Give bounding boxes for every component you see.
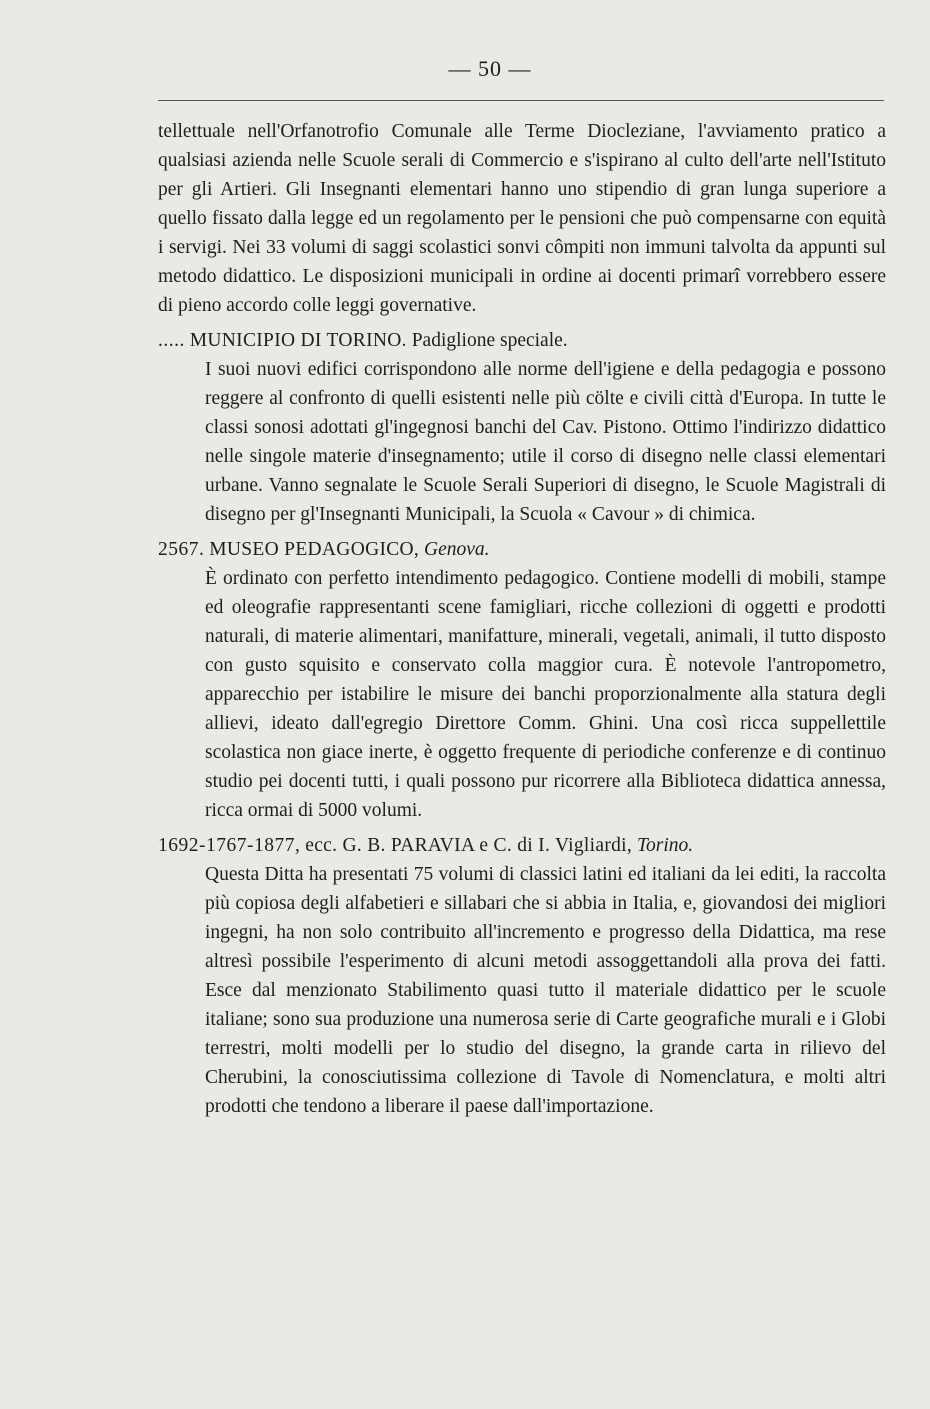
entry-place: Genova.: [423, 539, 490, 560]
entry-torino: [158, 326, 886, 529]
intro-paragraph: tellettuale nell'Orfanotrofio Comunale alle Terme Diocleziane, l'avviamento pratico a qualsiasi azienda nelle Scuole serali di Commercio e s'ispirano al culto dell'arte nell'Istituto per gli Artieri. Gli Insegnanti elementari hanno uno stipendio di gran lunga superiore a quello fissato dalla legge ed un regolamento per le pensioni che può compensarne con equità i servigi. Nei 33 volumi di saggi scolastici sonvi cômpiti non immuni talvolta da appunti sul metodo didattico. Le disposizioni municipali in ordine ai docenti primarî vorrebbero essere di pieno accordo colle leggi governative.: [158, 121, 886, 316]
entry-text: È ordinato con perfetto intendimento pedagogico. Contiene modelli di mobili, stampe ed oleografie rappresentanti scene famigliari, ricche collezioni di oggetti e prodotti naturali, di materie alimentari, manifatture, minerali, vegetali, animali, il tutto disposto con gusto squisito e conservato colla maggior cura. È notevole l'antropometro, apparecchio per istabilire le misure dei banchi proporzionalmente alla statura degli allievi, ideato dall'egregio Direttore Comm. Ghini. Una così ricca suppellettile scolastica non giace inerte, è oggetto frequente di periodiche conferenze e di continuo studio pei docenti tutti, i quali possono pur ricorrere alla Biblioteca didattica annessa, ricca ormai di 5000 volumi.: [205, 568, 886, 821]
entry-museo: [158, 535, 886, 825]
entry-name: MUSEO PEDAGOGICO,: [209, 539, 420, 560]
entry-heading: [158, 535, 886, 564]
entry-text: I suoi nuovi edifici corrispondono alle norme dell'igiene e della pedagogia e possono reggere al confronto di quelli esistenti nelle più cölte e civili città d'Europa. In tutte le classi sonosi adottati gl'ingegnosi banchi del Cav. Pistono. Ottimo l'indirizzo didattico nelle singole materie d'insegnamento; utile il corso di disegno nelle classi elementari urbane. Vanno segnalate le Scuole Serali Superiori di disegno, le Scuole Magistrali di disegno per gl'Insegnanti Municipali, la Scuola « Cavour » di chimica.: [205, 359, 886, 525]
entry-subtitle: Padiglione speciale.: [411, 330, 568, 351]
header-rule: [158, 100, 884, 101]
entry-paravia: [158, 831, 886, 1121]
entry-number: 1692-1767-1877,: [158, 835, 301, 856]
entry-text: Questa Ditta ha presentati 75 volumi di classici latini ed italiani da lei editi, la raccolta più copiosa degli alfabetieri e sillabari che si abbia in Italia, e, giovandosi dei migliori ingegni, ha non solo contribuito all'incremento e progresso della Didattica, ma rese altresì possibile l'esperimento di alcuni metodi assoggettandoli alla prova dei fatti. Esce dal menzionato Stabilimento quasi tutto il materiale didattico per le scuole italiane; sono sua produzione una numerosa serie di Carte geografiche murali e i Globi terrestri, molti modelli per lo studio del disegno, la grande carta in rilievo del Cherubini, la conosciutissima collezione di Tavole di Nomenclatura, e molti altri prodotti che tendono a liberare il paese dall'importazione.: [205, 864, 886, 1117]
entry-heading: [158, 831, 886, 860]
entry-name: MUNICIPIO DI TORINO.: [189, 330, 407, 351]
page-body: [158, 117, 886, 1121]
entry-number: 2567.: [158, 539, 205, 560]
entry-place: Torino.: [636, 835, 694, 856]
entry-heading: [158, 326, 886, 355]
entry-name: ecc. G. B. PARAVIA e C. di I. Vigliardi,: [305, 835, 633, 856]
entry-number: .....: [158, 330, 185, 351]
page-number: — 50 —: [448, 56, 532, 81]
